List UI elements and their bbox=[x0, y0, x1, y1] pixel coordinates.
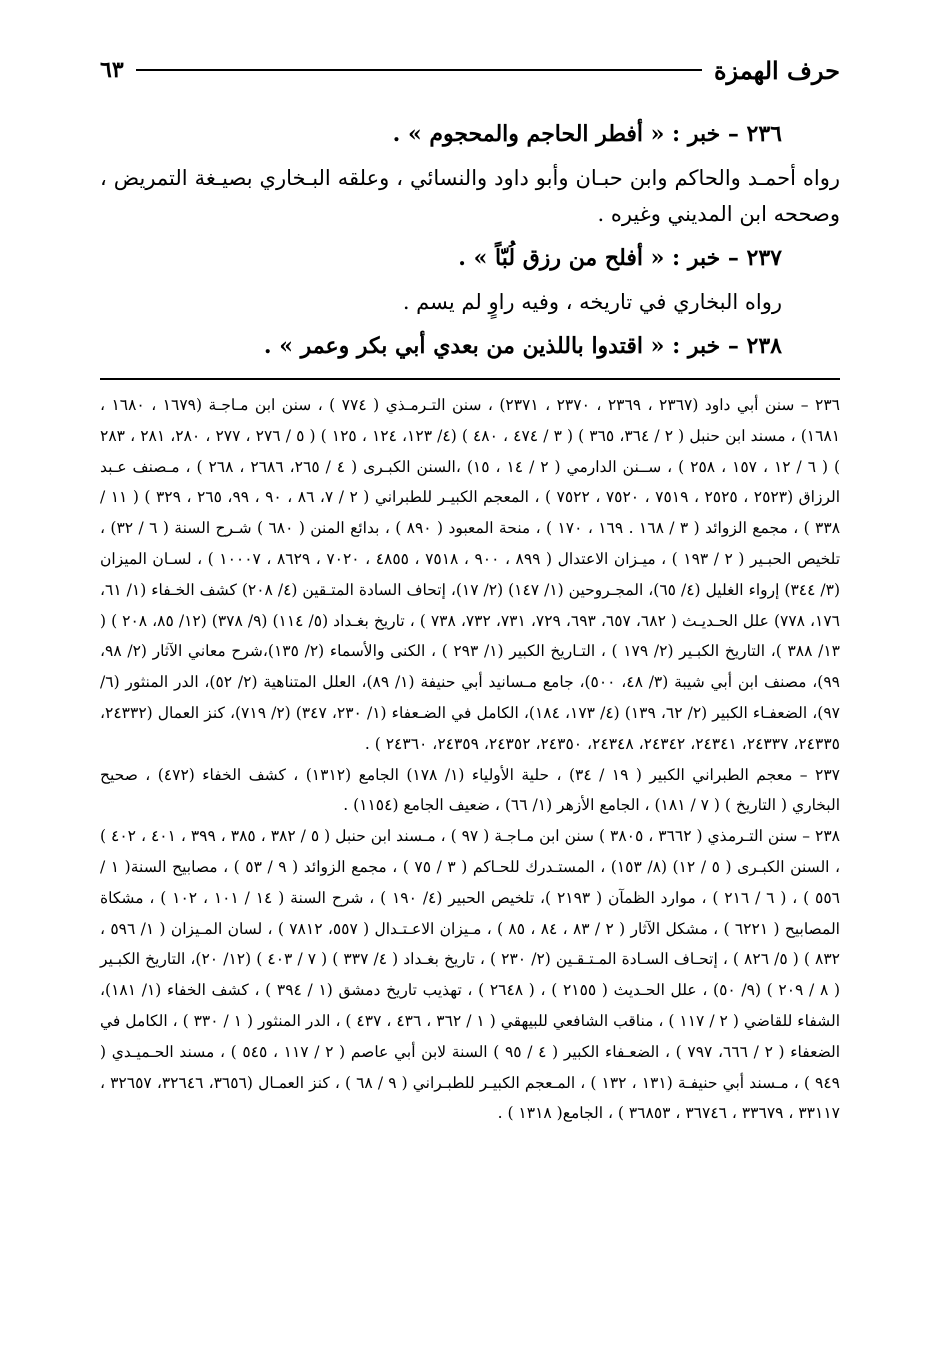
footnote-236: ٢٣٦ – سنن أبي داود (٢٣٦٧ ، ٢٣٦٩ ، ٢٣٧٠ ، ٢٣٧١) ، سنن التـرمـذي ( ٧٧٤ ) ، سنن ابن مـاجـة (١٦٧٩ ، ١٦٨٠ ، ١٦٨١) ، مسند ابن حنبل ( ٢ / ٣٦٤، ٣٦٥ ) ( ٣ / ٤٧٤ ، ٤٨٠ ) (٤/ ١٢٣، ١٢٤ ، ١٢٥ ) ( ٥ / ٢٧٦ ، ٢٧٧ ، ٢٨٠، ٢٨١ ، ٢٨٣ ) ( ٦ / ١٢ ، ١٥٧ ، ٢٥٨ ) ، ســنن الدارمي ( ٢ / ١٤ ، ١٥) ،السنن الكبـرى ( ٤ / ٢٦٥، ٢٦٨٦ ، ٢٦٨ ) ، مـصنف عـبد الرزاق (٢٥٢٣ ، ٢٥٢٥ ، ٧٥١٩ ، ٧٥٢٠ ، ٧٥٢٢ ) ، المعجم الكبيـر للطبراني ( ٢ / ٧، ٨٦ ، ٩٠ ، ٩٩، ٢٦٥ ، ٣٢٩ ) ( ١١ / ٣٣٨ ) ، مجمع الزوائد ( ٣ / ١٦٨ . ١٦٩ ، ١٧٠ ) ، منحة المعبود ( ٨٩٠ ) ، بدائع المنن ( ٦٨٠ ) شـرح السنة ( ٦ / ٣٢) ، تلخيص الحبـير ( ٢ / ١٩٣ ) ، ميـزان الاعتدال ( ٨٩٩ ، ٩٠٠ ، ٧٥١٨ ، ٤٨٥٥ ، ٧٠٢٠ ، ٨٦٢٩ ، ١٠٠٠٧ ) ، لسـان الميزان (٣/ ٣٤٤) إرواء الغليل (٤/ ٦٥)، المجـروحين (١/ ١٤٧) (٢/ ١٧)، إتحاف السادة المتـقين (٤/ ٢٠٨) كشف الخـفاء (١/ ٦١، ١٧٦، ٧٧٨) علل الحـديـث ( ٦٨٢، ٦٥٧، ٦٩٣، ٧٢٩، ٧٣١، ٧٣٢، ٧٣٨ ) ، تاريخ بغـداد (٥/ ١١٤) (٩/ ٣٧٨) (١٢/ ٨٥، ٢٠٨ ) ( ١٣/ ٣٨٨ )، التاريخ الكبـير (٢/ ١٧٩ ) ، التـاريخ الكبير (١/ ٢٩٣ ) ، الكنى والأسماء (٢/ ١٣٥)،شرح معاني الآثار (٢/ ٩٨، ٩٩)، مصنف ابن أبي شيبة (٣/ ٤٨، ٥٠٠)، جامع مـسانيد أبي حنيفة (١/ ٨٩)، العلل المتناهية (٢/ ٥٢)، الدر المنثور (٦/ ٩٧)، الضعفـاء الكبير (٢/ ٦٢، ١٣٩) (٤/ ١٧٣، ١٨٤)، الكامل في الضـعفاء (١/ ٢٣٠، ٣٤٧) (٢/ ٧١٩)، كنز العمال (٢٤٣٣٢، ٢٤٣٣٥، ٢٤٣٣٧، ٢٤٣٤١، ٢٤٣٤٢، ٢٤٣٤٨، ٢٤٣٥٠، ٢٤٣٥٢، ٢٤٣٥٩، ٢٤٣٦٠ ) . bbox=[100, 396, 841, 753]
header-rule bbox=[136, 69, 702, 71]
footnote-237: ٢٣٧ – معجم الطبراني الكبير ( ١٩ / ٣٤) ، حلية الأولياء (١/ ١٧٨) الجامع (١٣١٢) ، كشف الخفاء (٤٧٢) ، صحيح البخاري ( التاريخ ) ( ٧ / ١٨١) ، الجامع الأزهر (١/ ٦٦) ، ضعيف الجامع (١١٥٤) . bbox=[100, 765, 840, 815]
book-page bbox=[100, 50, 840, 1129]
running-header bbox=[100, 50, 840, 90]
hadith-heading-238: ٢٣٨ – خبر : « اقتدوا باللذين من بعدي أبي بكر وعمر » . bbox=[263, 333, 782, 359]
narration-237: رواه البخاري في تاريخه ، وفيه راوٍ لم يسم . bbox=[402, 290, 782, 314]
chapter-title: حرف الهمزة bbox=[713, 55, 840, 85]
narration-236: رواه أحمـد والحاكم وابن حبـان وأبو داود والنسائي ، وعلقه البـخاري بصيـغة التمريض ، وصححه ابن المديني وغيره . bbox=[100, 166, 840, 226]
footnote-divider bbox=[100, 378, 840, 380]
footnotes bbox=[100, 390, 840, 1129]
footnote-238: ٢٣٨ – سنن التـرمذي ( ٣٦٦٢ ، ٣٨٠٥ ) سنن ابن مـاجـة ( ٩٧ ) ، مـسند ابن حنبل ( ٥ / ٣٨٢ ، ٣٨٥ ، ٣٩٩ ، ٤٠١ ، ٤٠٢ ) ، السنن الكبـرى ( ٥ / ١٢) (٨/ ١٥٣) ، المستـدرك للحـاكم ( ٣ / ٧٥ ) ، مجمع الزوائد ( ٩ / ٥٣ ) ، مصابيح السنة( ١ / ٥٥٦ ) ، ( ٦ / ٢١٦ ) ، موارد الظمآن ( ٢١٩٣ )، تلخيص الحبير (٤/ ١٩٠ ) ، شرح السنة ( ١٤ / ١٠١ ، ١٠٢ ) ، مشكاة المصابيح ( ٦٢٢١ ) ، مشكل الآثار ( ٢ / ٨٣ ، ٨٤ ، ٨٥ ) ، مـيزان الاعـتـدال ( ٥٥٧، ٧٨١٢ ) ، لسان المـيزان ( ١/ ٥٩٦ ، ٨٣٢ ) ( ٥/ ٨٢٦ ) ، إتحـاف السـادة المـتـقـين (٢/ ٢٣٠ ) ، تاريخ بغـداد ( ٤/ ٣٣٧ ) ( ٧ / ٤٠٣ ) (١٢/ ٢٠)، التاريخ الكبـير ( ٨ / ٢٠٩ ) (٩/ ٥٠) ، علل الحـديث ( ٢١٥٥ ) ، ( ٢٦٤٨ ) ، تهذيب تاريخ دمشق (١ / ٣٩٤ ) ، كشف الخفاء (١/ ١٨١)، الشفاء للقاضي ( ٢ / ١١٧ ) ، مناقب الشافعي للبيهقي ( ١ / ٣٦٢ ، ٤٣٦ ، ٤٣٧ ) ، الدر المنثور ( ١ / ٣٣٠ ) ، الكامل في الضعفاء ( ٢ / ٦٦٦، ٧٩٧ ) ، الضعـفاء الكبير ( ٤ / ٩٥ ) السنة لابن أبي عاصم ( ٢ / ١١٧ ، ٥٤٥ ) ، مسند الحـميـدي ( ٩٤٩ ) ، مـسند أبي حنيفـة (١٣١ ، ١٣٢ ) ، المـعجم الكبيـر للطبـراني ( ٩ / ٦٨ ) ، كنز العمـال (٣٦٥٦، ٣٢٦٤٦، ٣٢٦٥٧ ، ٣٣١١٧ ، ٣٣٦٧٩ ، ٣٦٧٤٦ ، ٣٦٨٥٣ ) ، الجامع( ١٣١٨ ) . bbox=[100, 827, 841, 1123]
hadith-heading-236: ٢٣٦ – خبر : « أفطر الحاجم والمحجوم » . bbox=[392, 121, 782, 147]
main-text bbox=[100, 116, 840, 364]
hadith-heading-237: ٢٣٧ – خبر : « أفلح من رزق لُبّاً » . bbox=[458, 245, 782, 271]
page-number: ٦٣ bbox=[100, 57, 124, 83]
